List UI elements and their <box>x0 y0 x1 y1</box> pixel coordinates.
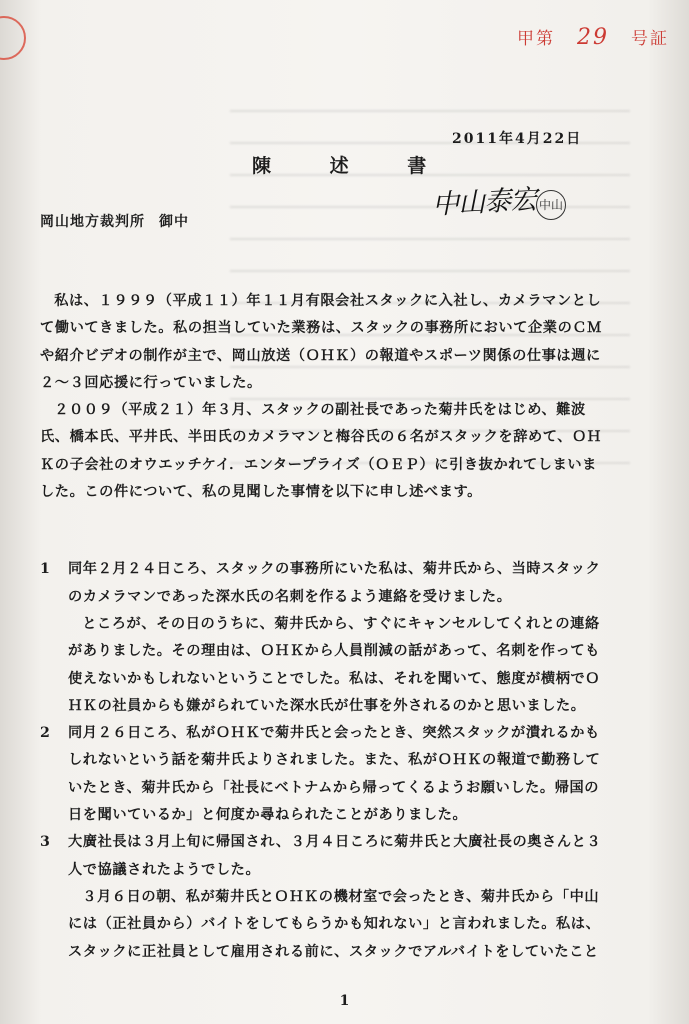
evidence-number-stamp <box>517 24 669 50</box>
intro-paragraph: 私は、１９９９（平成１１）年１１月有限会社スタックに入社し、カメラマンとして働いてきました。私の担当していた業務は、スタックの事務所において企業のＣＭや紹介ビデオの制作が主で、岡山放送（ＯＨＫ）の報道やスポーツ関係の仕事は週に２〜３回応援に行っていました。 <box>40 293 602 391</box>
item-paragraph: 同月２６日ころ、私がＯＨＫで菊井氏と会ったとき、突然スタックが潰れるかもしれないという話を菊井氏よりされました。また、私がＯＨＫの報道で勤務していたとき、菊井氏から「社長にベトナムから帰ってくるようお願いした。帰国の日を聞いているか」と何度か尋ねられたことがありました。 <box>68 725 601 824</box>
item-paragraph: ところが、その日のうちに、菊井氏から、すぐにキャンセルしてくれとの連絡がありました。その理由は、ＯＨＫから人員削減の話があって、名刺を作っても使えないかもしれないということでした。私は、それを聞いて、態度が横柄でＯＨＫの社員からも嫌がられていた深水氏が仕事を外されるのかと思いました。 <box>68 615 601 714</box>
document-title: 陳 述 書 <box>252 155 453 177</box>
numbered-item <box>40 556 610 720</box>
personal-seal: 中山 <box>536 190 566 220</box>
item-number: 1 <box>40 561 51 578</box>
item-number: 2 <box>40 725 51 742</box>
stamp-number: 29 <box>577 25 609 50</box>
stamp-suffix: 号証 <box>631 29 669 49</box>
document-date: 2011年4月22日 <box>452 131 583 147</box>
stamp-prefix: 甲第 <box>517 29 555 49</box>
item-paragraph: 同年２月２４日ころ、スタックの事務所にいた私は、菊井氏から、当時スタックのカメラマンであった深水氏の名刺を作るよう連絡を受けました。 <box>68 561 601 605</box>
court-name: 岡山地方裁判所 <box>40 214 145 230</box>
item-paragraph: 大廣社長は３月上旬に帰国され、３月４日ころに菊井氏と大廣社長の奥さんと３人で協議されたようでした。 <box>68 834 602 878</box>
intro-paragraph: ２００９（平成２１）年３月、スタックの副社長であった菊井氏をはじめ、難波氏、橋本氏、平井氏、半田氏のカメラマンと梅谷氏の６名がスタックを辞めて、ＯＨＫの子会社のオウエッチケイ．エンタープライズ（ＯＥＰ）に引き抜かれてしまいました。この件について、私の見聞した事情を以下に申し述べます。 <box>40 402 602 501</box>
item-number: 3 <box>40 834 51 851</box>
numbered-item <box>40 720 610 829</box>
numbered-item <box>40 829 610 965</box>
handwritten-signature: 中山泰宏 <box>431 184 537 221</box>
honorific: 御中 <box>159 214 189 230</box>
red-seal-mark <box>0 16 26 60</box>
statement-body <box>40 288 610 966</box>
page-number: 1 <box>339 993 350 1009</box>
item-paragraph: ３月６日の朝、私が菊井氏とＯＨＫの機材室で会ったとき、菊井氏から「中山には（正社員から）バイトをしてもらうかも知れない」と言われました。私は、スタックに正社員として雇用される前に、スタックでアルバイトをしていたこと <box>68 888 601 960</box>
addressee <box>40 211 189 231</box>
